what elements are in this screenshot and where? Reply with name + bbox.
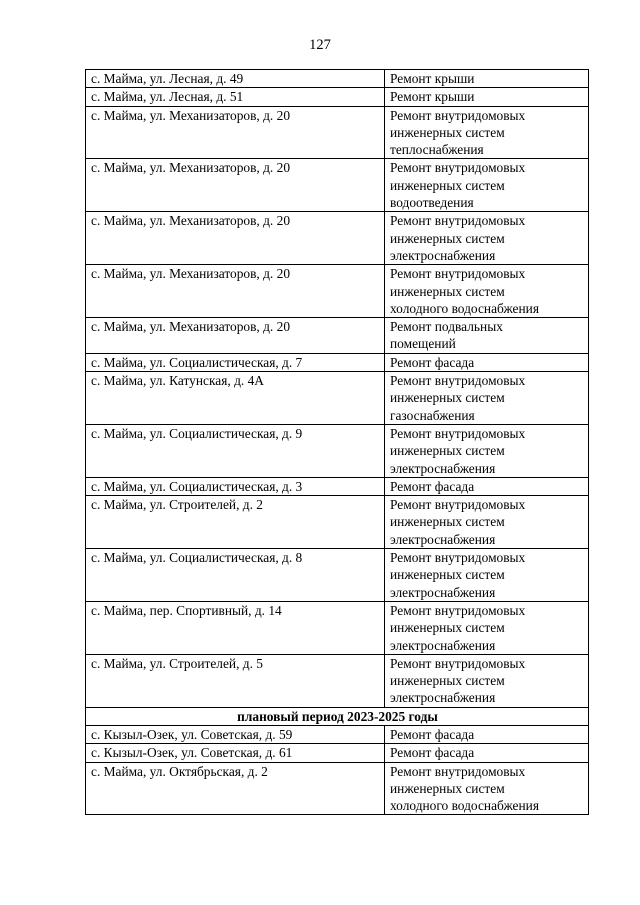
work-type-line: Ремонт фасада (390, 478, 475, 494)
work-type-line: инженерных систем (390, 620, 505, 636)
work-type-cell (385, 744, 589, 762)
address-cell: с. Майма, ул. Механизаторов, д. 20 (86, 265, 385, 318)
table-row (86, 212, 589, 265)
work-type-line: инженерных систем (390, 390, 505, 406)
work-type-cell (385, 372, 589, 425)
work-type-line: Ремонт внутридомовых (390, 266, 526, 282)
work-type-line: инженерных систем (390, 567, 505, 583)
rows-planned-period (86, 725, 589, 814)
work-type-line: электроснабжения (390, 690, 496, 706)
address-cell: с. Майма, ул. Лесная, д. 51 (86, 88, 385, 106)
work-type-line: инженерных систем (390, 283, 505, 299)
table-row (86, 725, 589, 743)
work-type-cell (385, 88, 589, 106)
table-row (86, 159, 589, 212)
table-row (86, 318, 589, 354)
work-type-cell (385, 265, 589, 318)
work-type-line: Ремонт подвальных (390, 319, 503, 335)
table-row (86, 265, 589, 318)
table-row (86, 106, 589, 159)
section-row (86, 707, 589, 725)
address-cell: с. Майма, ул. Механизаторов, д. 20 (86, 212, 385, 265)
section-heading-row (86, 707, 589, 725)
work-type-line: Ремонт внутридомовых (390, 497, 526, 513)
address-cell: с. Майма, ул. Строителей, д. 2 (86, 496, 385, 549)
work-type-line: Ремонт внутридомовых (390, 107, 526, 123)
work-type-line: Ремонт внутридомовых (390, 655, 526, 671)
work-type-cell (385, 601, 589, 654)
table-row (86, 549, 589, 602)
work-type-cell (385, 318, 589, 354)
work-type-line: электроснабжения (390, 460, 496, 476)
address-cell: с. Майма, ул. Октябрьская, д. 2 (86, 762, 385, 815)
work-type-line: электроснабжения (390, 584, 496, 600)
address-cell: с. Майма, ул. Социалистическая, д. 7 (86, 353, 385, 371)
address-cell: с. Майма, ул. Механизаторов, д. 20 (86, 106, 385, 159)
table-row (86, 601, 589, 654)
work-type-line: инженерных систем (390, 673, 505, 689)
work-type-line: Ремонт крыши (390, 71, 475, 86)
table-row (86, 424, 589, 477)
address-cell: с. Майма, ул. Строителей, д. 5 (86, 654, 385, 707)
work-type-line: инженерных систем (390, 230, 505, 246)
work-type-cell (385, 762, 589, 815)
table-row (86, 744, 589, 762)
work-type-line: электроснабжения (390, 531, 496, 547)
table-row (86, 372, 589, 425)
address-cell: с. Майма, ул. Катунская, д. 4А (86, 372, 385, 425)
work-type-cell (385, 496, 589, 549)
work-type-cell (385, 159, 589, 212)
work-type-line: Ремонт внутридомовых (390, 425, 526, 441)
work-type-line: холодного водоснабжения (390, 300, 539, 316)
address-cell: с. Майма, ул. Механизаторов, д. 20 (86, 159, 385, 212)
address-cell: с. Кызыл-Озек, ул. Советская, д. 61 (86, 744, 385, 762)
address-cell: с. Кызыл-Озек, ул. Советская, д. 59 (86, 725, 385, 743)
work-type-line: Ремонт внутридомовых (390, 602, 526, 618)
work-type-cell (385, 212, 589, 265)
work-type-cell (385, 654, 589, 707)
work-type-cell (385, 353, 589, 371)
work-type-cell (385, 549, 589, 602)
work-type-line: инженерных систем (390, 443, 505, 459)
table-row (86, 654, 589, 707)
work-type-line: инженерных систем (390, 177, 505, 193)
address-cell: с. Майма, ул. Социалистическая, д. 8 (86, 549, 385, 602)
work-type-line: Ремонт внутридомовых (390, 373, 526, 389)
table-row (86, 762, 589, 815)
work-type-line: Ремонт внутридомовых (390, 763, 526, 779)
work-type-cell (385, 725, 589, 743)
table-row (86, 88, 589, 106)
address-works-table (85, 69, 589, 815)
work-type-line: Ремонт фасада (390, 726, 475, 742)
table-row (86, 70, 589, 88)
work-type-line: Ремонт фасада (390, 745, 475, 761)
table-row (86, 353, 589, 371)
section-heading: плановый период 2023-2025 годы (86, 707, 589, 725)
address-cell: с. Майма, ул. Механизаторов, д. 20 (86, 318, 385, 354)
work-type-line: электроснабжения (390, 247, 496, 263)
work-type-line: Ремонт фасада (390, 354, 475, 370)
work-type-line: газоснабжения (390, 407, 475, 423)
address-cell: с. Майма, ул. Социалистическая, д. 9 (86, 424, 385, 477)
work-type-line: электроснабжения (390, 637, 496, 653)
work-type-line: теплоснабжения (390, 142, 484, 158)
table-row (86, 477, 589, 495)
work-type-line: инженерных систем (390, 124, 505, 140)
work-type-line: инженерных систем (390, 514, 505, 530)
rows-current-period (86, 70, 589, 708)
work-type-line: Ремонт внутридомовых (390, 213, 526, 229)
work-type-line: водоотведения (390, 195, 474, 211)
address-cell: с. Майма, ул. Социалистическая, д. 3 (86, 477, 385, 495)
work-type-line: Ремонт внутридомовых (390, 550, 526, 566)
work-type-cell (385, 106, 589, 159)
work-type-cell (385, 424, 589, 477)
address-cell: с. Майма, ул. Лесная, д. 49 (86, 70, 385, 88)
table-row (86, 496, 589, 549)
work-type-cell (385, 477, 589, 495)
work-type-line: Ремонт крыши (390, 89, 475, 105)
address-cell: с. Майма, пер. Спортивный, д. 14 (86, 601, 385, 654)
page-number: 127 (309, 37, 331, 53)
work-type-line: холодного водоснабжения (390, 798, 539, 814)
work-type-line: Ремонт внутридомовых (390, 160, 526, 176)
work-type-line: помещений (390, 336, 456, 352)
work-type-line: инженерных систем (390, 780, 505, 796)
work-type-cell (385, 70, 589, 88)
